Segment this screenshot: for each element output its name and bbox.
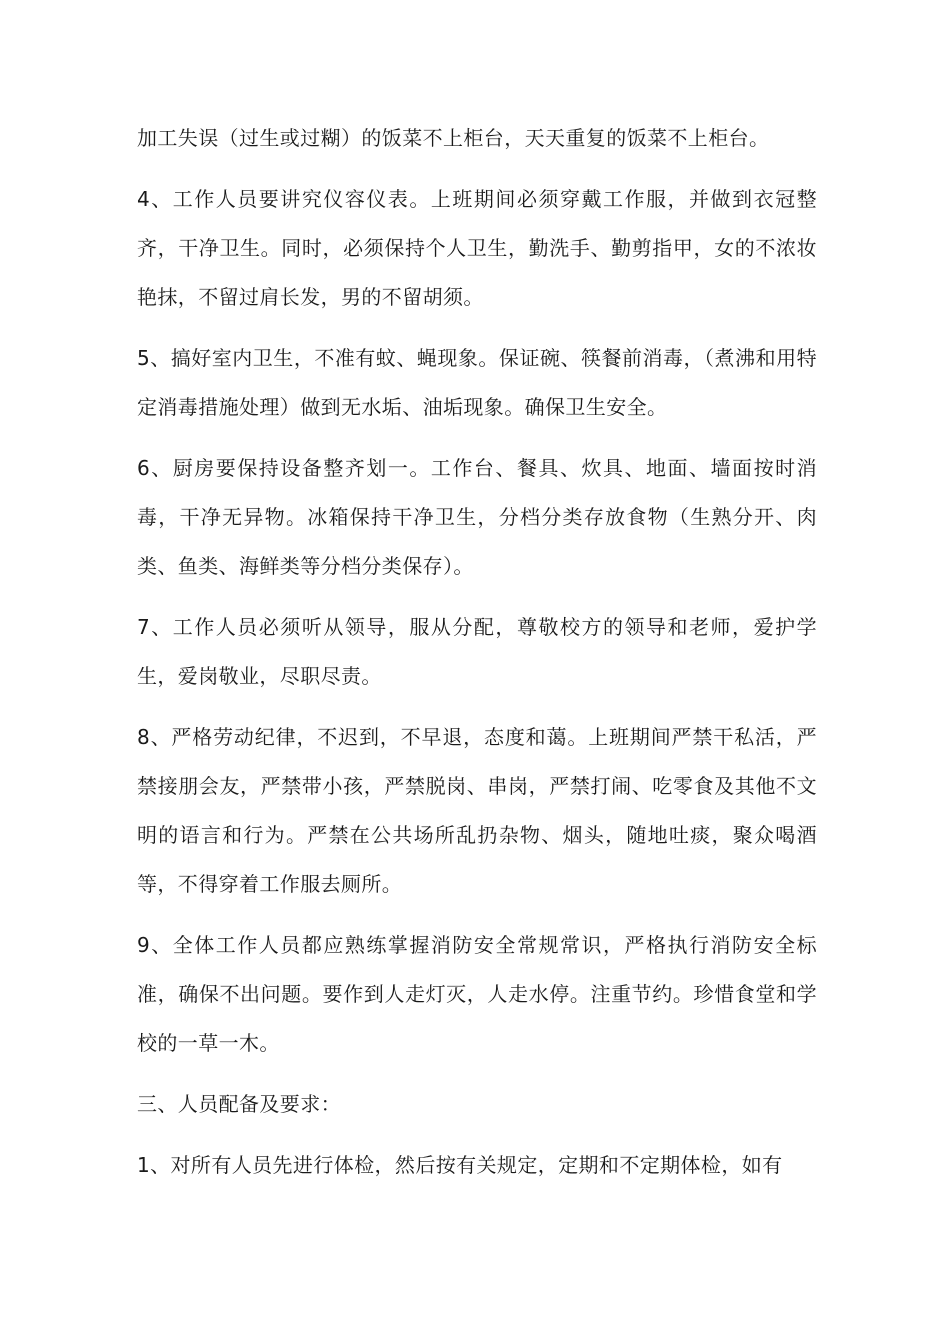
paragraph-continuation: 加工失误（过生或过糊）的饭菜不上柜台，天天重复的饭菜不上柜台。 [137, 126, 770, 150]
paragraph-item-4: 4、工作人员要讲究仪容仪表。上班期间必须穿戴工作服，并做到衣冠整齐，干净卫生。同时，必须保持个人卫生，勤洗手、勤剪指甲，女的不浓妆艳抹，不留过肩长发，男的不留胡须。 [137, 187, 817, 309]
paragraph-item-5: 5、搞好室内卫生，不准有蚊、蝇现象。保证碗、筷餐前消毒，（煮沸和用特定消毒措施处理）做到无水垢、油垢现象。确保卫生安全。 [137, 346, 817, 419]
paragraph-staffing-item-1: 1、对所有人员先进行体检，然后按有关规定，定期和不定期体检，如有 [137, 1153, 783, 1177]
paragraph-item-8: 8、严格劳动纪律，不迟到，不早退，态度和蔼。上班期间严禁干私活，严禁接朋会友，严禁带小孩，严禁脱岗、串岗，严禁打闹、吃零食及其他不文明的语言和行为。严禁在公共场所乱扔杂物、烟头，随地吐痰，聚众喝酒等，不得穿着工作服去厕所。 [137, 725, 817, 896]
paragraph-item-9: 9、全体工作人员都应熟练掌握消防安全常规常识，严格执行消防安全标准，确保不出问题。要作到人走灯灭，人走水停。注重节约。珍惜食堂和学校的一草一木。 [137, 933, 817, 1055]
section-heading-staffing: 三、人员配备及要求： [137, 1092, 341, 1116]
document-body [137, 114, 817, 1202]
paragraph-item-6: 6、厨房要保持设备整齐划一。工作台、餐具、炊具、地面、墙面按时消毒，干净无异物。冰箱保持干净卫生，分档分类存放食物（生熟分开、肉类、鱼类、海鲜类等分档分类保存）。 [137, 456, 817, 578]
paragraph-item-7: 7、工作人员必须听从领导，服从分配，尊敬校方的领导和老师，爱护学生，爱岗敬业，尽职尽责。 [137, 615, 817, 688]
